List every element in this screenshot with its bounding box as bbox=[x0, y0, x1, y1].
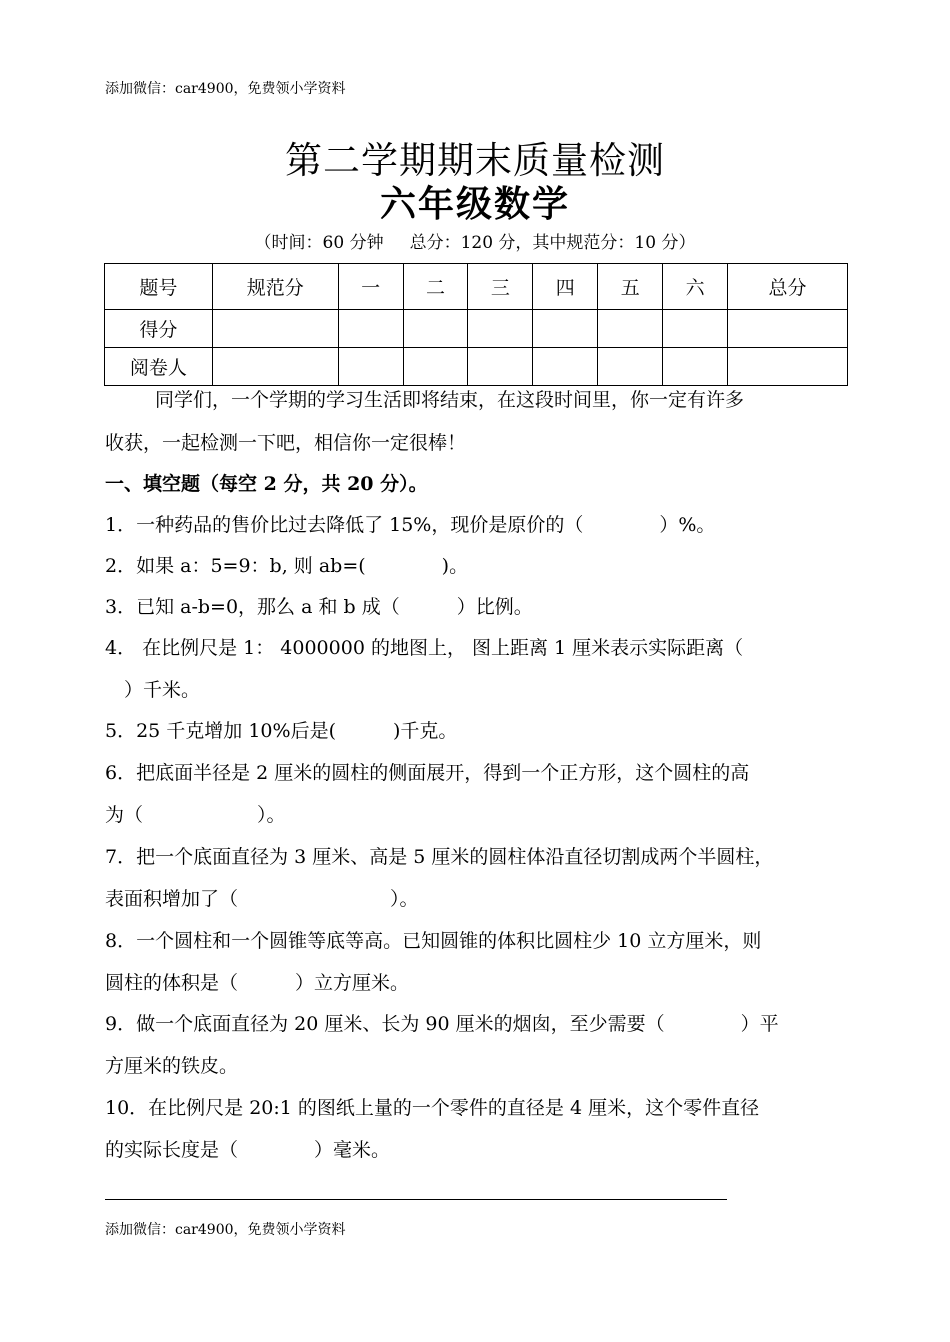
score-cell bbox=[533, 310, 598, 348]
score-cell bbox=[663, 310, 728, 348]
score-table-header: 三 bbox=[468, 264, 533, 310]
grader-cell bbox=[598, 348, 663, 386]
score-cell bbox=[468, 310, 533, 348]
grader-cell bbox=[663, 348, 728, 386]
score-table-header: 五 bbox=[598, 264, 663, 310]
exam-time: （时间：60 分钟 bbox=[254, 233, 384, 253]
question-line: 1．一种药品的售价比过去降低了 15%，现价是原价的（ ）%。 bbox=[105, 514, 716, 536]
exam-score-info: 总分：120 分，其中规范分：10 分） bbox=[409, 233, 696, 253]
score-cell bbox=[403, 310, 468, 348]
grader-cell bbox=[728, 348, 848, 386]
question-line: 表面积增加了（ ）。 bbox=[105, 888, 419, 910]
question-line: 8．一个圆柱和一个圆锥等底等高。已知圆锥的体积比圆柱少 10 立方厘米，则 bbox=[105, 930, 762, 952]
score-table-header: 题号 bbox=[105, 264, 213, 310]
score-cell bbox=[338, 310, 403, 348]
score-table-header: 规范分 bbox=[212, 264, 338, 310]
question-line: 的实际长度是（ ）毫米。 bbox=[105, 1139, 391, 1161]
header-note: 添加微信：car4900，免费领小学资料 bbox=[105, 81, 346, 97]
question-line: 5．25 千克增加 10%后是( )千克。 bbox=[105, 720, 458, 742]
question-line: 9．做一个底面直径为 20 厘米、长为 90 厘米的烟囱，至少需要（ ）平 bbox=[105, 1013, 779, 1035]
question-line: 为（ ）。 bbox=[105, 804, 286, 826]
grader-cell bbox=[533, 348, 598, 386]
grader-cell bbox=[338, 348, 403, 386]
score-row bbox=[105, 310, 848, 348]
score-cell bbox=[212, 310, 338, 348]
score-row-label: 得分 bbox=[105, 310, 213, 348]
question-line: 2．如果 a：5=9：b, 则 ab=( )。 bbox=[105, 555, 469, 577]
grader-row-label: 阅卷人 bbox=[105, 348, 213, 386]
score-table-header: 六 bbox=[663, 264, 728, 310]
score-table-header: 四 bbox=[533, 264, 598, 310]
question-line: 10．在比例尺是 20:1 的图纸上量的一个零件的直径是 4 厘米，这个零件直径 bbox=[105, 1097, 760, 1119]
page-subtitle: 六年级数学 bbox=[379, 183, 570, 225]
question-line: 圆柱的体积是（ ）立方厘米。 bbox=[105, 972, 410, 994]
score-table-header: 一 bbox=[338, 264, 403, 310]
grader-cell bbox=[403, 348, 468, 386]
question-line: 6．把底面半径是 2 厘米的圆柱的侧面展开，得到一个正方形，这个圆柱的高 bbox=[105, 762, 750, 784]
grader-cell bbox=[212, 348, 338, 386]
intro-line-2: 收获，一起检测一下吧，相信你一定很棒！ bbox=[105, 432, 467, 454]
score-table-header: 总分 bbox=[728, 264, 848, 310]
question-line: 3．已知 a-b=0，那么 a 和 b 成（ ）比例。 bbox=[105, 596, 533, 618]
footer-note: 添加微信：car4900，免费领小学资料 bbox=[105, 1222, 346, 1238]
score-table-header: 二 bbox=[403, 264, 468, 310]
grader-row bbox=[105, 348, 848, 386]
footer-divider bbox=[105, 1199, 727, 1200]
score-table bbox=[104, 263, 848, 386]
score-cell bbox=[728, 310, 848, 348]
question-line: 方厘米的铁皮。 bbox=[105, 1055, 239, 1077]
intro-line-1: 同学们，一个学期的学习生活即将结束，在这段时间里，你一定有许多 bbox=[155, 389, 745, 411]
question-line: 4． 在比例尺是 1： 4000000 的地图上， 图上距离 1 厘米表示实际距离（ bbox=[105, 637, 744, 659]
question-line: ）千米。 bbox=[105, 679, 201, 701]
score-cell bbox=[598, 310, 663, 348]
page-title: 第二学期期末质量检测 bbox=[285, 139, 665, 182]
question-line: 7．把一个底面直径为 3 厘米、高是 5 厘米的圆柱体沿直径切割成两个半圆柱， bbox=[105, 846, 774, 868]
section-heading: 一、填空题（每空 2 分，共 20 分）。 bbox=[105, 473, 428, 495]
exam-info bbox=[0, 228, 950, 253]
score-table-header-row bbox=[105, 264, 848, 310]
grader-cell bbox=[468, 348, 533, 386]
